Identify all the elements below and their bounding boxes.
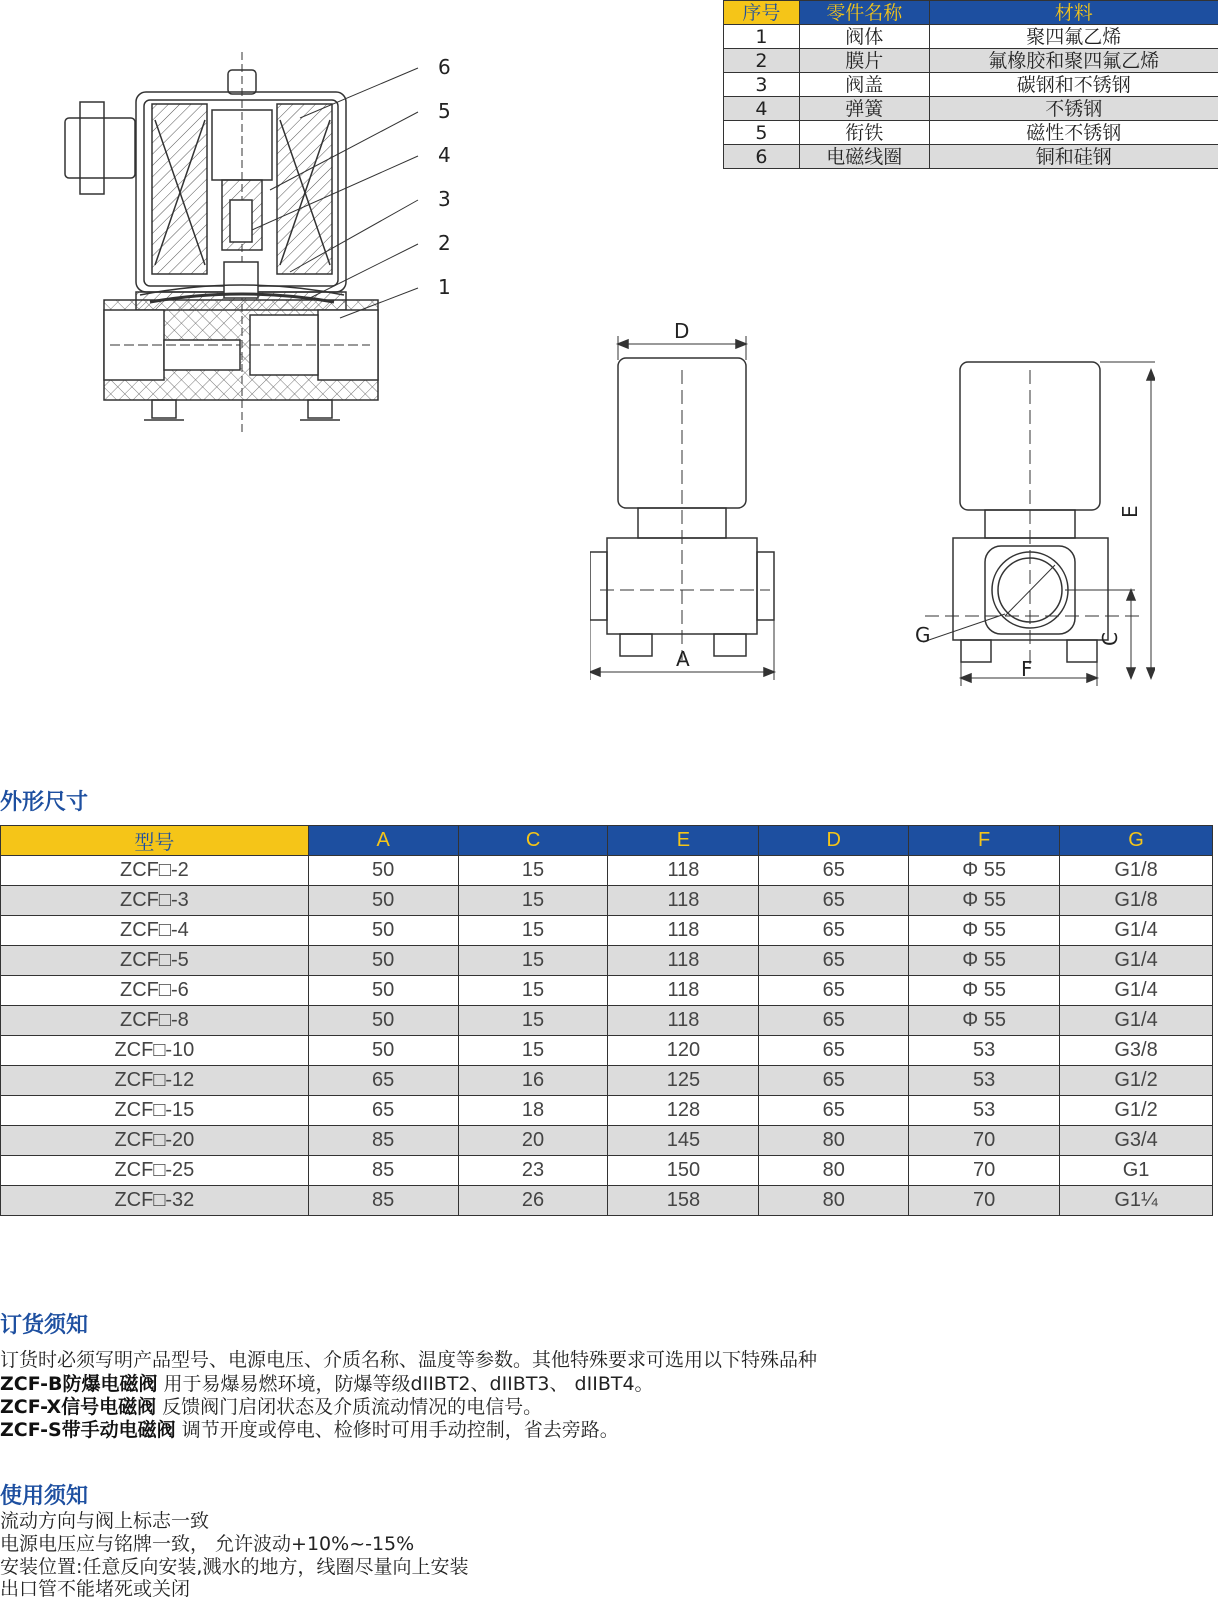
dim-cell-model: ZCF□-32 <box>1 1186 309 1216</box>
dim-cell-a: 50 <box>308 1006 458 1036</box>
dim-cell-model: ZCF□-5 <box>1 946 309 976</box>
dimensions-title: 外形尺寸 <box>0 790 89 815</box>
parts-cell-material: 碳钢和不锈钢 <box>929 73 1218 97</box>
dim-cell-a: 85 <box>308 1126 458 1156</box>
dim-cell-d: 80 <box>759 1186 909 1216</box>
ordering-intro: 订货时必须写明产品型号、电源电压、介质名称、温度等参数。其他特殊要求可选用以下特殊品种 <box>0 1349 818 1371</box>
dim-cell-model: ZCF□-2 <box>1 856 309 886</box>
dim-cell-d: 80 <box>759 1156 909 1186</box>
ordering-item-b <box>0 1373 654 1396</box>
dim-cell-e: 125 <box>608 1066 759 1096</box>
dim-cell-c: 15 <box>458 856 608 886</box>
dim-cell-c: 15 <box>458 1006 608 1036</box>
front-view-drawing <box>590 320 800 690</box>
dim-cell-g: G1/2 <box>1060 1096 1213 1126</box>
parts-cell-material: 铜和硅钢 <box>929 145 1218 169</box>
dim-header-e: E <box>608 826 759 856</box>
parts-cell-no: 6 <box>724 145 800 169</box>
parts-cell-material: 聚四氟乙烯 <box>929 25 1218 49</box>
dimensions-row <box>1 1006 1213 1036</box>
dim-header-g: G <box>1060 826 1213 856</box>
ordering-item-b-name: ZCF-B防爆电磁阀 <box>0 1373 158 1395</box>
dim-cell-f: Φ 55 <box>909 976 1060 1006</box>
dim-cell-model: ZCF□-15 <box>1 1096 309 1126</box>
dim-cell-f: 53 <box>909 1036 1060 1066</box>
parts-header-name: 零件名称 <box>799 1 929 25</box>
dimensions-row <box>1 1186 1213 1216</box>
callout-6: 6 <box>438 55 451 79</box>
ordering-item-s-name: ZCF-S带手动电磁阀 <box>0 1419 176 1441</box>
dim-cell-c: 15 <box>458 916 608 946</box>
dim-header-d: D <box>759 826 909 856</box>
dim-cell-c: 20 <box>458 1126 608 1156</box>
dim-cell-f: 53 <box>909 1096 1060 1126</box>
dim-cell-model: ZCF□-25 <box>1 1156 309 1186</box>
ordering-item-x-name: ZCF-X信号电磁阀 <box>0 1396 157 1418</box>
dim-cell-model: ZCF□-20 <box>1 1126 309 1156</box>
dim-cell-g: G1/4 <box>1060 916 1213 946</box>
dim-cell-g: G1/4 <box>1060 1006 1213 1036</box>
dim-cell-f: 70 <box>909 1156 1060 1186</box>
dim-cell-g: G1¼ <box>1060 1186 1213 1216</box>
dimensions-row <box>1 856 1213 886</box>
dim-cell-e: 145 <box>608 1126 759 1156</box>
dim-cell-c: 26 <box>458 1186 608 1216</box>
dim-cell-g: G1/8 <box>1060 886 1213 916</box>
parts-header-no: 序号 <box>724 1 800 25</box>
callout-1: 1 <box>438 275 451 299</box>
dimensions-body <box>1 856 1213 1216</box>
dim-header-c: C <box>458 826 608 856</box>
dim-cell-a: 85 <box>308 1186 458 1216</box>
dim-cell-f: Φ 55 <box>909 1006 1060 1036</box>
parts-cell-name: 电磁线圈 <box>799 145 929 169</box>
dim-cell-a: 50 <box>308 1036 458 1066</box>
dim-cell-e: 128 <box>608 1096 759 1126</box>
parts-table <box>723 0 1218 169</box>
parts-cell-no: 1 <box>724 25 800 49</box>
dimensions-row <box>1 1036 1213 1066</box>
dimensions-row <box>1 886 1213 916</box>
dim-cell-d: 65 <box>759 946 909 976</box>
parts-cell-material: 磁性不锈钢 <box>929 121 1218 145</box>
parts-cell-name: 衔铁 <box>799 121 929 145</box>
dim-cell-e: 158 <box>608 1186 759 1216</box>
dim-cell-a: 65 <box>308 1096 458 1126</box>
dim-cell-e: 120 <box>608 1036 759 1066</box>
dim-cell-model: ZCF□-10 <box>1 1036 309 1066</box>
dim-cell-e: 150 <box>608 1156 759 1186</box>
dim-cell-a: 50 <box>308 856 458 886</box>
usage-line: 流动方向与阀上标志一致 <box>0 1510 210 1532</box>
dim-cell-e: 118 <box>608 946 759 976</box>
dim-cell-d: 65 <box>759 856 909 886</box>
dim-cell-model: ZCF□-3 <box>1 886 309 916</box>
dim-cell-f: Φ 55 <box>909 916 1060 946</box>
dim-cell-c: 15 <box>458 1036 608 1066</box>
ordering-item-x <box>0 1396 542 1419</box>
dimensions-row <box>1 916 1213 946</box>
dimensions-row <box>1 1096 1213 1126</box>
parts-cell-no: 3 <box>724 73 800 97</box>
parts-cell-name: 弹簧 <box>799 97 929 121</box>
dim-cell-f: Φ 55 <box>909 946 1060 976</box>
dim-cell-g: G1/4 <box>1060 946 1213 976</box>
parts-row <box>724 49 1218 73</box>
ordering-title: 订货须知 <box>0 1313 89 1338</box>
dim-cell-d: 80 <box>759 1126 909 1156</box>
dim-cell-f: 70 <box>909 1186 1060 1216</box>
dim-cell-c: 18 <box>458 1096 608 1126</box>
dim-cell-c: 15 <box>458 946 608 976</box>
parts-row <box>724 145 1218 169</box>
dim-cell-a: 50 <box>308 976 458 1006</box>
callout-5: 5 <box>438 99 451 123</box>
dim-cell-a: 85 <box>308 1156 458 1186</box>
parts-row <box>724 73 1218 97</box>
dim-cell-f: 70 <box>909 1126 1060 1156</box>
parts-body <box>724 25 1218 169</box>
dim-cell-model: ZCF□-12 <box>1 1066 309 1096</box>
dim-label-g: G <box>915 623 931 647</box>
dim-cell-d: 65 <box>759 1066 909 1096</box>
ordering-item-x-desc: 反馈阀门启闭状态及介质流动情况的电信号。 <box>156 1396 543 1418</box>
dim-label-e: E <box>1118 505 1142 518</box>
dimensions-table <box>0 825 1213 1216</box>
dim-cell-e: 118 <box>608 856 759 886</box>
usage-line: 出口管不能堵死或关闭 <box>0 1578 191 1600</box>
dimensions-row <box>1 946 1213 976</box>
dim-cell-g: G1 <box>1060 1156 1213 1186</box>
dim-cell-g: G1/4 <box>1060 976 1213 1006</box>
dim-cell-g: G1/2 <box>1060 1066 1213 1096</box>
dim-cell-c: 15 <box>458 886 608 916</box>
dim-cell-d: 65 <box>759 1036 909 1066</box>
dimensions-row <box>1 976 1213 1006</box>
dim-cell-a: 50 <box>308 916 458 946</box>
dim-label-f: F <box>1021 657 1033 681</box>
side-view-drawing <box>905 350 1155 690</box>
dim-cell-f: Φ 55 <box>909 886 1060 916</box>
dim-cell-e: 118 <box>608 886 759 916</box>
dim-label-c: C <box>1098 632 1122 646</box>
dim-cell-model: ZCF□-6 <box>1 976 309 1006</box>
parts-header-material: 材料 <box>929 1 1218 25</box>
dim-cell-d: 65 <box>759 886 909 916</box>
parts-cell-no: 5 <box>724 121 800 145</box>
dim-cell-c: 23 <box>458 1156 608 1186</box>
callout-2: 2 <box>438 231 451 255</box>
parts-cell-no: 4 <box>724 97 800 121</box>
dim-cell-g: G1/8 <box>1060 856 1213 886</box>
usage-title: 使用须知 <box>0 1484 89 1509</box>
parts-cell-material: 氟橡胶和聚四氟乙烯 <box>929 49 1218 73</box>
ordering-item-s <box>0 1419 619 1442</box>
parts-cell-no: 2 <box>724 49 800 73</box>
dimensions-row <box>1 1156 1213 1186</box>
parts-row <box>724 25 1218 49</box>
ordering-item-b-desc: 用于易爆易燃环境，防爆等级dIIBT2、dIIBT3、 dIIBT4。 <box>157 1373 654 1395</box>
dim-cell-e: 118 <box>608 916 759 946</box>
dim-cell-f: 53 <box>909 1066 1060 1096</box>
dim-cell-d: 65 <box>759 1096 909 1126</box>
dim-cell-model: ZCF□-4 <box>1 916 309 946</box>
dim-cell-g: G3/8 <box>1060 1036 1213 1066</box>
dim-cell-d: 65 <box>759 916 909 946</box>
dim-cell-c: 15 <box>458 976 608 1006</box>
parts-cell-material: 不锈钢 <box>929 97 1218 121</box>
parts-row <box>724 97 1218 121</box>
dim-cell-a: 50 <box>308 886 458 916</box>
usage-line: 安装位置:任意反向安装,溅水的地方，线圈尽量向上安装 <box>0 1556 469 1578</box>
dim-cell-e: 118 <box>608 1006 759 1036</box>
callout-3: 3 <box>438 187 451 211</box>
parts-cell-name: 膜片 <box>799 49 929 73</box>
dim-header-f: F <box>909 826 1060 856</box>
dimensions-row <box>1 1066 1213 1096</box>
ordering-item-s-desc: 调节开度或停电、检修时可用手动控制，省去旁路。 <box>175 1419 619 1441</box>
dim-label-a: A <box>676 647 690 671</box>
parts-cell-name: 阀体 <box>799 25 929 49</box>
dim-cell-d: 65 <box>759 976 909 1006</box>
dim-header-a: A <box>308 826 458 856</box>
valve-section-drawing <box>40 40 480 450</box>
dim-cell-e: 118 <box>608 976 759 1006</box>
dim-cell-d: 65 <box>759 1006 909 1036</box>
dim-cell-a: 50 <box>308 946 458 976</box>
dim-cell-model: ZCF□-8 <box>1 1006 309 1036</box>
parts-row <box>724 121 1218 145</box>
dimensions-header-row <box>1 826 1213 856</box>
dim-header-model: 型号 <box>1 826 309 856</box>
dim-cell-g: G3/4 <box>1060 1126 1213 1156</box>
parts-cell-name: 阀盖 <box>799 73 929 97</box>
dim-cell-a: 65 <box>308 1066 458 1096</box>
dim-cell-f: Φ 55 <box>909 856 1060 886</box>
parts-header-row <box>724 1 1218 25</box>
dimensions-row <box>1 1126 1213 1156</box>
dim-label-d: D <box>674 320 690 343</box>
usage-line: 电源电压应与铭牌一致， 允许波动+10%~-15% <box>0 1533 415 1555</box>
callout-4: 4 <box>438 143 451 167</box>
dim-cell-c: 16 <box>458 1066 608 1096</box>
